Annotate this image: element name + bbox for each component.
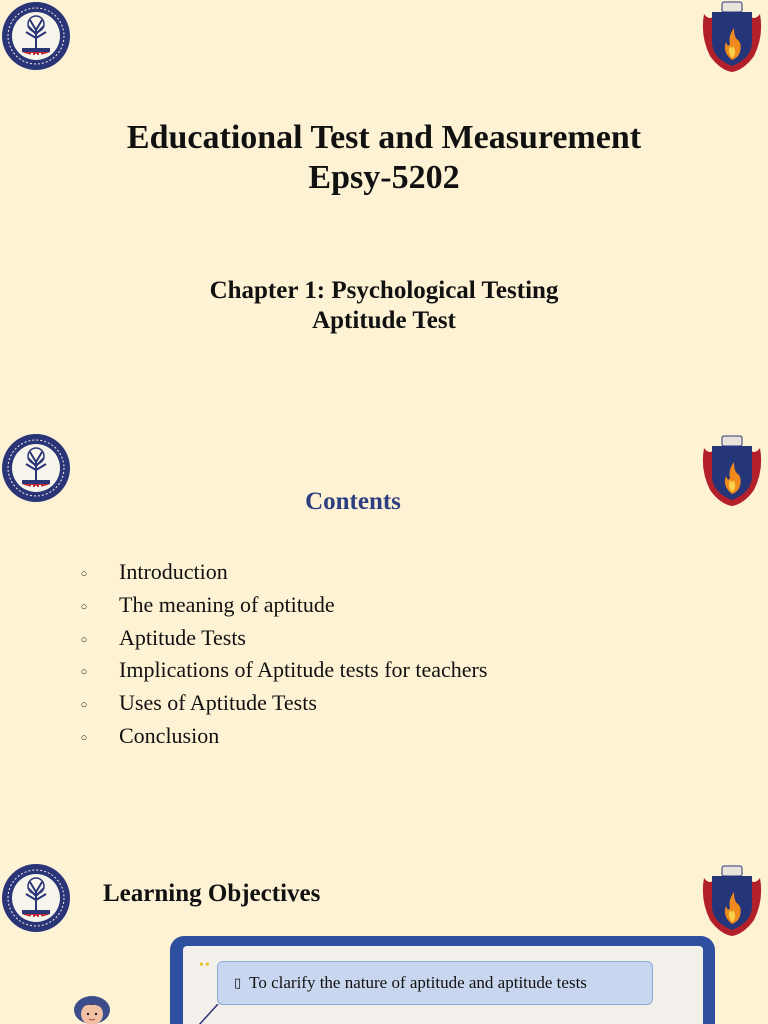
bullet-icon: ○ [80,568,88,580]
objective-text: To clarify the nature of aptitude and aptitude tests [249,973,587,992]
bullet-icon: ○ [80,731,88,744]
teacher-illustration-icon [70,994,114,1024]
bullet-icon: ○ [80,699,88,712]
decor-dots: •• [199,958,211,973]
university-seal-logo [0,0,72,72]
flame-crest-logo [696,434,768,506]
flame-crest-logo [696,864,768,936]
pointer-stick-icon [196,1004,220,1024]
list-item: ○ Aptitude Tests [78,622,487,655]
list-item: ○ The meaning of aptitude [78,589,487,622]
list-item: ○ Uses of Aptitude Tests [78,687,487,720]
bullet-icon: ○ [80,600,88,613]
course-code: Epsy-5202 [308,159,460,196]
contents-list [78,556,487,753]
university-seal-logo [0,862,72,934]
contents-heading: Contents [305,488,401,515]
presentation-title [0,118,768,198]
list-item: ○ Implications of Aptitude tests for teachers [78,654,487,687]
bullet-icon: ○ [80,633,88,646]
list-item: ○ Introduction [78,556,487,589]
flame-crest-logo [696,0,768,72]
checkbox-icon: ▯ [234,975,242,991]
list-item: ○ Conclusion [78,720,487,753]
chapter-heading [0,276,768,336]
chapter-subtitle: Aptitude Test [312,307,456,334]
chapter-title: Chapter 1: Psychological Testing [209,277,559,304]
bullet-icon: ○ [80,666,88,679]
course-title: Educational Test and Measurement [126,119,642,156]
learning-objectives-heading: Learning Objectives [103,880,321,907]
objective-item [217,961,653,1005]
